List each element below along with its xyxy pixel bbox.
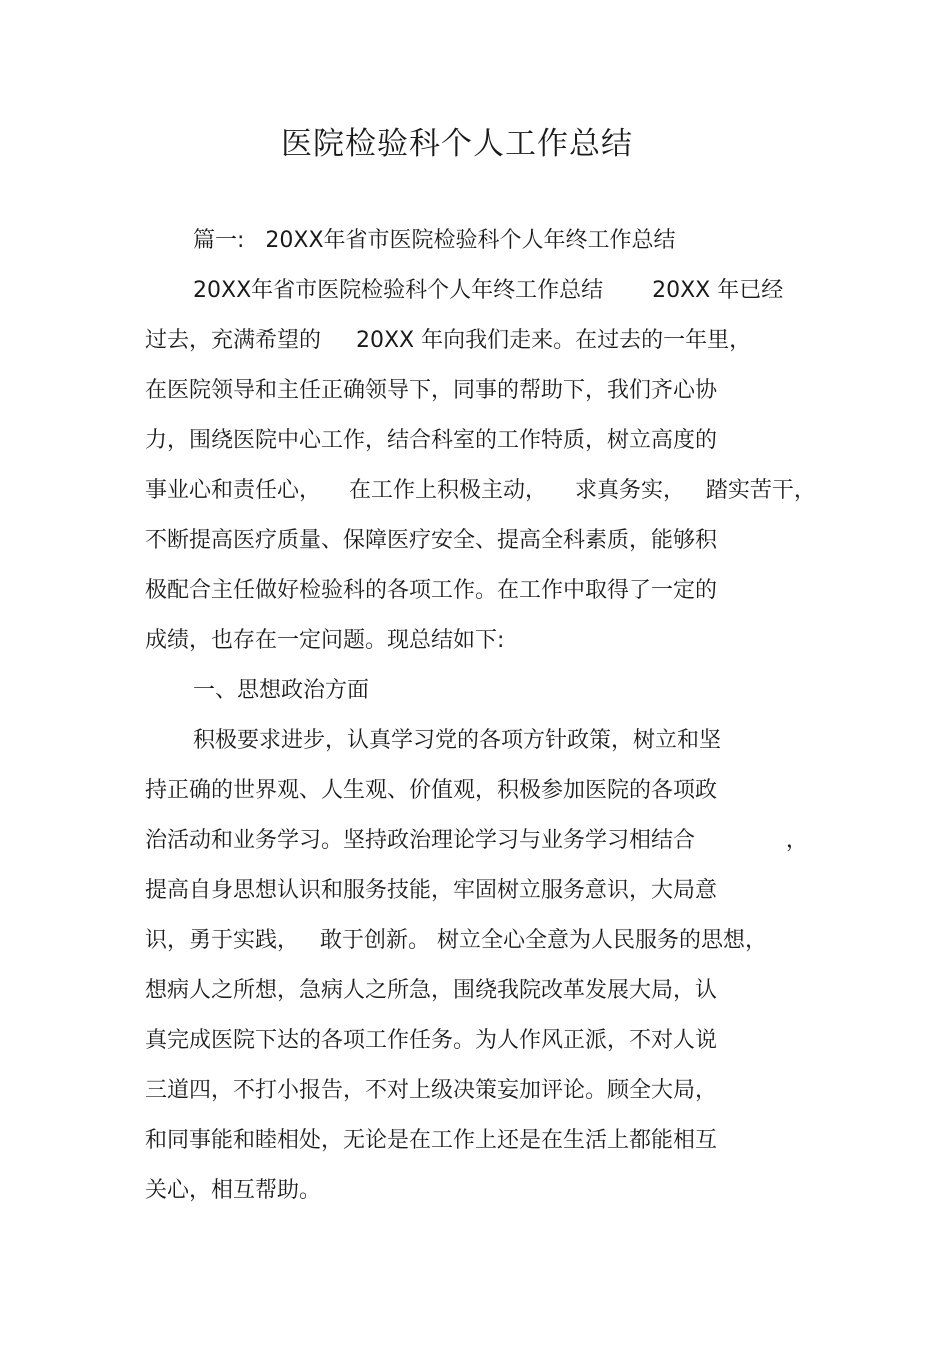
section-heading: 篇一: 20XX年省市医院检验科个人年终工作总结	[193, 228, 676, 253]
paragraph-line: 治活动和业务学习。坚持政治理论学习与业务学习相结合 ，	[145, 828, 808, 853]
paragraph-line: 力，围绕医院中心工作，结合科室的工作特质，树立高度的	[145, 428, 718, 453]
paragraph-line: 识，勇于实践， 敢于创新。 树立全心全意为人民服务的思想，	[145, 928, 767, 953]
paragraph-line: 三道四，不打小报告，不对上级决策妄加评论。顾全大局，	[145, 1078, 718, 1103]
paragraph-line: 和同事能和睦相处，无论是在工作上还是在生活上都能相互	[145, 1128, 718, 1153]
subsection-heading: 一、思想政治方面	[193, 678, 370, 703]
paragraph-line: 关心，相互帮助。	[145, 1178, 322, 1203]
paragraph-line: 事业心和责任心， 在工作上积极主动， 求真务实， 踏实苦干，	[145, 478, 816, 503]
paragraph-line: 提高自身思想认识和服务技能，牢固树立服务意识，大局意	[145, 878, 718, 903]
paragraph-line: 积极要求进步，认真学习党的各项方针政策，树立和坚	[193, 728, 722, 753]
paragraph-line: 持正确的世界观、人生观、价值观，积极参加医院的各项政	[145, 778, 718, 803]
paragraph-line: 真完成医院下达的各项工作任务。为人作风正派，不对人说	[145, 1028, 718, 1053]
document-title: 医院检验科个人工作总结	[281, 126, 633, 162]
paragraph-line: 不断提高医疗质量、保障医疗安全、提高全科素质，能够积	[145, 528, 718, 553]
paragraph-line: 过去，充满希望的 20XX 年向我们走来。在过去的一年里，	[145, 328, 752, 353]
paragraph-line: 想病人之所想，急病人之所急，围绕我院改革发展大局，认	[145, 978, 718, 1003]
paragraph-line: 成绩，也存在一定问题。现总结如下:	[145, 628, 505, 653]
paragraph-line: 极配合主任做好检验科的各项工作。在工作中取得了一定的	[145, 578, 718, 603]
paragraph-line: 20XX年省市医院检验科个人年终工作总结 20XX 年已经	[193, 278, 784, 303]
paragraph-line: 在医院领导和主任正确领导下，同事的帮助下，我们齐心协	[145, 378, 718, 403]
